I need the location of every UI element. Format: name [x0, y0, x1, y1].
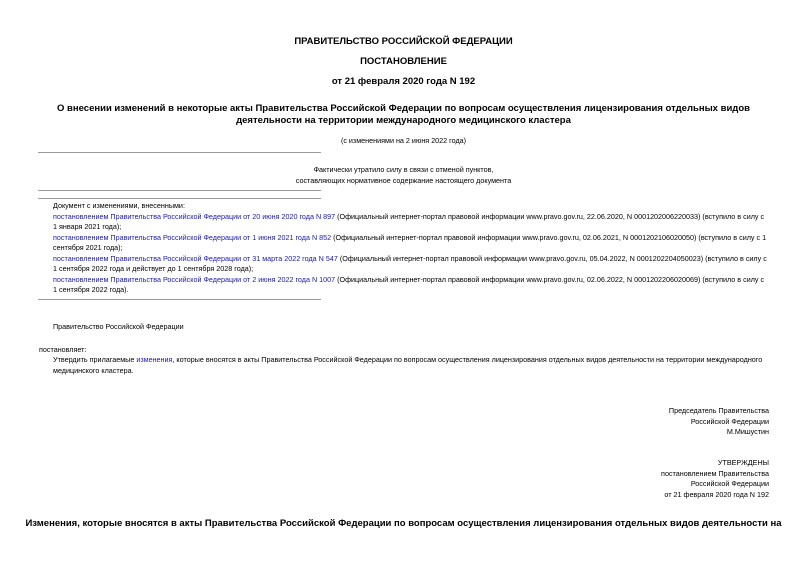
amendment-details: (Официальный интернет-портал правовой информации www.pravo.gov.ru, 05.04.2022, N 0001202204050023) (вступило в силу с 1 сентября 2022 года и действует до 1 сентября 2028 года);	[53, 253, 767, 273]
approve-after: , которые вносятся в акты Правительства Российской Федерации по вопросам осуществления лицензирования отдельных видов деятельности на территории международного медицинского кластера.	[53, 355, 763, 375]
appendix-heading: Изменения, которые вносятся в акты Правительства Российской Федерации по вопросам осуществления лицензирования отдельных видов деятельности на	[25, 518, 782, 529]
amendment-details: (Официальный интернет-портал правовой информации www.pravo.gov.ru, 22.06.2020, N 0001202006220033) (вступило в силу с 1 января 2021 года);	[53, 211, 765, 231]
signature-line: М.Мишустин	[726, 427, 769, 436]
signature-line: Председатель Правительства	[668, 406, 769, 415]
status-note-line: Фактически утратило силу в связи с отменой пунктов,	[313, 165, 494, 174]
approved-line: от 21 февраля 2020 года N 192	[664, 489, 769, 499]
amendment-link[interactable]: постановлением Правительства Российской Федерации от 20 июня 2020 года N 897	[53, 211, 336, 221]
amendment-details: (Официальный интернет-портал правовой информации www.pravo.gov.ru, 02.06.2022, N 0001202206020069) (вступило в силу с 1 сентября 2022 года).	[53, 274, 765, 294]
list-item	[39, 233, 768, 254]
divider	[38, 299, 321, 300]
body-government: Правительство Российской Федерации	[53, 322, 184, 331]
list-item	[39, 275, 768, 296]
status-note-line: составляющих нормативное содержание настоящего документа	[295, 175, 512, 185]
approved-line: постановлением Правительства	[661, 468, 769, 478]
document-type: ПОСТАНОВЛЕНИЕ	[360, 56, 447, 67]
approve-before: Утвердить прилагаемые	[53, 355, 137, 364]
divider	[38, 152, 321, 153]
amendment-link[interactable]: постановлением Правительства Российской Федерации от 31 марта 2022 года N 547	[53, 253, 338, 263]
government-heading: ПРАВИТЕЛЬСТВО РОССИЙСКОЙ ФЕДЕРАЦИИ	[294, 36, 513, 47]
list-item	[39, 254, 768, 275]
amendment-link[interactable]: постановлением Правительства Российской Федерации от 2 июня 2022 года N 1007	[53, 274, 336, 284]
edition-note: (с изменениями на 2 июня 2022 года)	[340, 136, 467, 145]
approved-line: УТВЕРЖДЕНЫ	[717, 458, 769, 467]
divider	[38, 190, 321, 191]
amendment-link[interactable]: постановлением Правительства Российской Федерации от 1 июня 2021 года N 852	[53, 232, 332, 242]
divider	[38, 198, 321, 199]
approved-line: Российской Федерации	[690, 479, 769, 488]
status-note	[0, 165, 807, 186]
approve-text	[39, 355, 768, 376]
changes-intro: Документ с изменениями, внесенными:	[53, 201, 185, 210]
document-title: О внесении изменений в некоторые акты Правительства Российской Федерации по вопросам осуществления лицензирования отдельных видов деятельности на территории международного медицинского кластера	[57, 103, 750, 126]
signature-line: Российской Федерации	[690, 416, 769, 426]
amendment-details: (Официальный интернет-портал правовой информации www.pravo.gov.ru, 02.06.2021, N 0001202106020050) (вступило в силу с 1 сентября 2021 года);	[53, 232, 767, 252]
changes-list	[39, 201, 768, 296]
document-date-number: от 21 февраля 2020 года N 192	[331, 76, 476, 87]
approved-block	[661, 458, 769, 500]
signature-block	[669, 406, 769, 438]
list-item	[39, 212, 768, 233]
decrees-word: постановляет:	[39, 345, 87, 354]
changes-link[interactable]: изменения	[136, 355, 173, 364]
approve-paragraph	[39, 355, 768, 376]
